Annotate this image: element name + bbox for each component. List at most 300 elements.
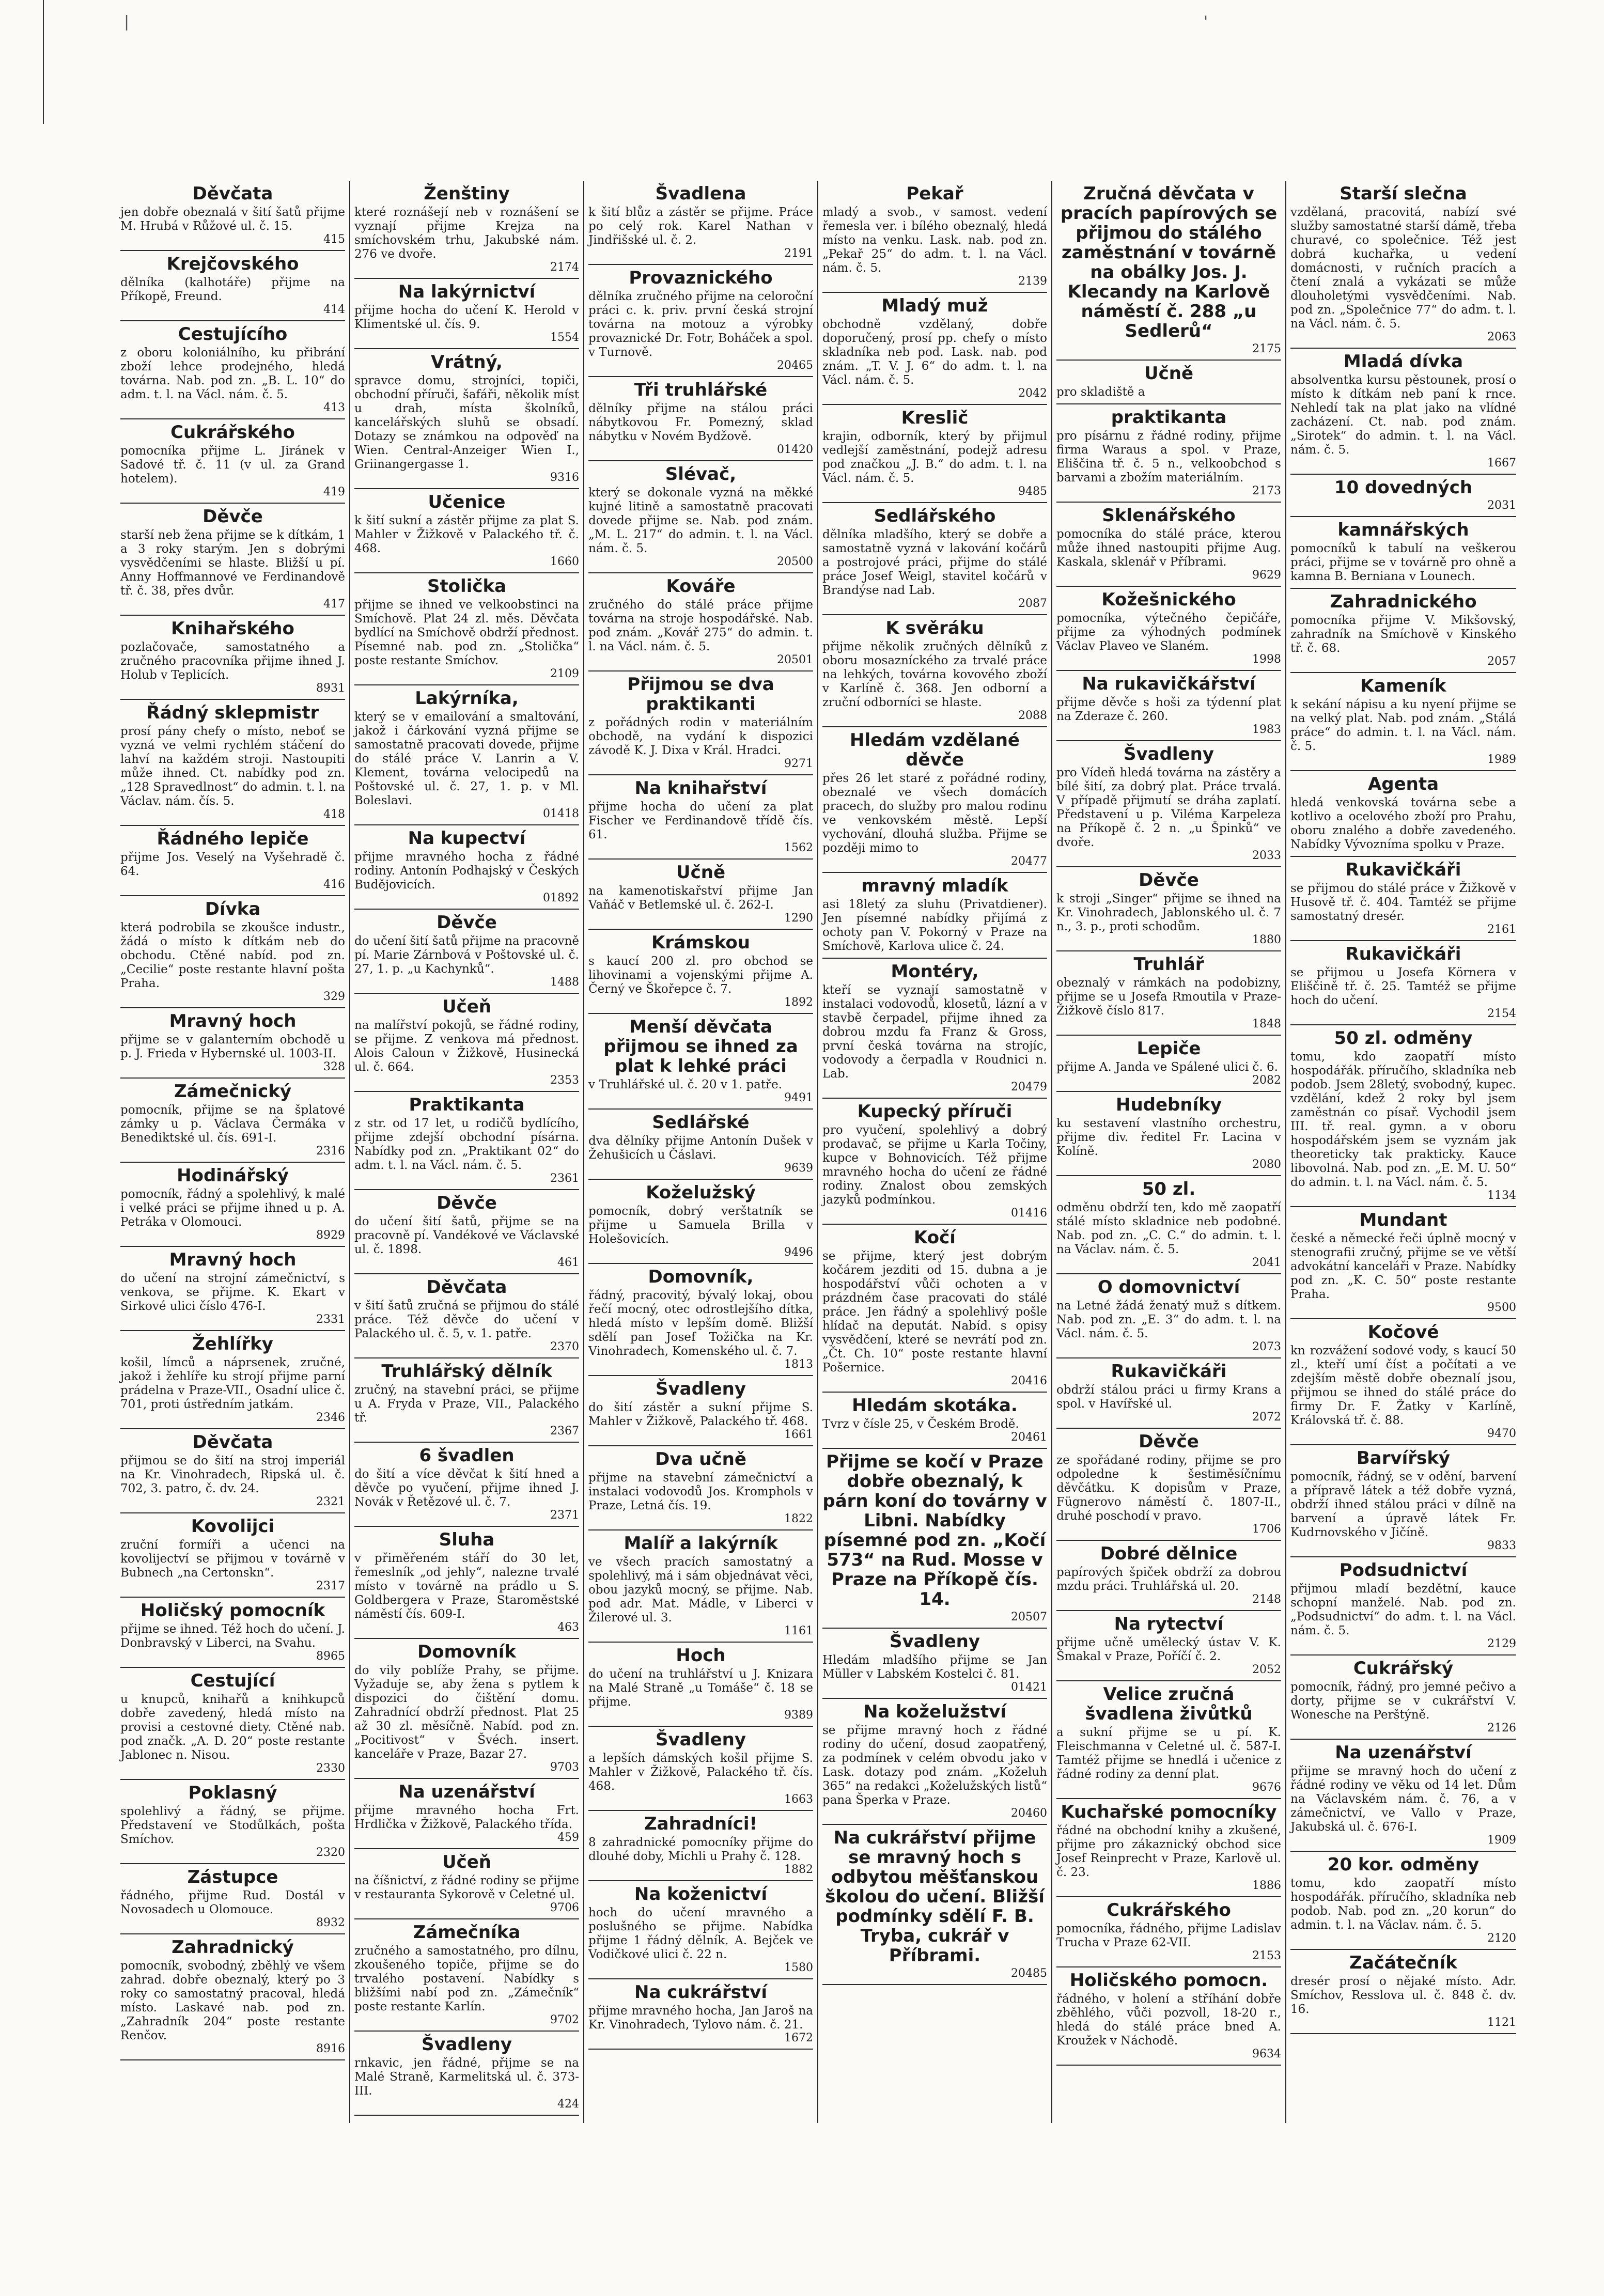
- ad-title: Hledám skotáka.: [852, 1395, 1018, 1416]
- ad-text: do vily poblíže Prahy, se přijme. Vyžaduje se, aby žena s pytlem k dispozici do čištění domu. Zahradnící obdrží přednost. Plat 25 až 30 zl. měsíčně. Nabíd. pod zn. „Pocitivost“ v Švéch. insert. kanceláře v Praze, Bazar 27.: [354, 1664, 579, 1761]
- ad-number: 2330: [316, 1762, 345, 1775]
- ad-title: Učeň: [442, 1852, 492, 1872]
- ad-text: přijme na stavební zámečnictví a instalaci vodovodů Jos. Kromphols v Praze, Letná čís. 19.: [588, 1471, 813, 1512]
- ad-number: 1848: [1252, 1018, 1281, 1030]
- ad-text: přijme se ihned. Též hoch do učení. J. Donbravský v Liberci, na Svahu.: [120, 1622, 345, 1650]
- ad-title: Na koželužství: [863, 1701, 1007, 1722]
- ad-text: obdrží stálou práci u firmy Krans a spol. v Havířské ul.: [1056, 1383, 1281, 1411]
- ad-text: papírových špiček obdrží za dobrou mzdu práci. Truhlářská ul. 20.: [1056, 1566, 1281, 1593]
- classified-ad: [354, 1274, 579, 1358]
- classified-ad: [120, 826, 345, 896]
- ad-text: hledá venkovská továrna sebe a kotlivo a ocelového zboží pro Prahu, oboru znalého a dobře zavedeného. Nabídky Vývozníma spolku v Praze.: [1290, 796, 1516, 851]
- classified-ad: [1056, 1176, 1281, 1274]
- ad-number: 418: [323, 808, 345, 821]
- ad-title: Na rukavičkářství: [1082, 674, 1256, 694]
- ad-number: 419: [323, 486, 345, 498]
- ad-number: 1880: [1252, 933, 1281, 946]
- classified-ad: [354, 825, 579, 910]
- ad-number: 9316: [550, 471, 579, 484]
- ad-text: ku sestavení vlastního orchestru, přijme div. ředitel Fr. Lacina v Kolíně.: [1056, 1117, 1281, 1158]
- ad-number: 1886: [1252, 1879, 1281, 1892]
- ad-number: 2317: [316, 1580, 345, 1592]
- ad-text: zručný, na stavební práci, se přijme u A. Fryda v Praze, VII., Palackého tř.: [354, 1383, 579, 1425]
- classified-ad: [354, 181, 579, 279]
- ad-number: 2361: [550, 1172, 579, 1185]
- ad-title: praktikanta: [1111, 407, 1227, 428]
- ad-text: košil, límců a náprsenek, zručné, jakož i žehlíře ku strojí přijme parní prádelna v Praze-VII., Osadní ulice č. 701, proti ústředním jatkám.: [120, 1356, 345, 1411]
- ad-text: vzdělaná, pracovitá, nabízí své služby samostatné starší dámě, třeba churavé, co společnice. Též jest dobrá kuchařka, u vedení domácnosti, v ručních pracích a čtení znalá a vykázati se může dlouholetými vysvědčeními. Nab. pod zn. „Společnice 77“ do adm. t. l. na Václ. nám. č. 5.: [1290, 206, 1516, 331]
- ad-number: 2320: [316, 1846, 345, 1859]
- classified-ad: [354, 1190, 579, 1274]
- ad-title: Sklenářského: [1102, 505, 1236, 526]
- classified-ad: [354, 1527, 579, 1639]
- classified-ad: [1290, 1025, 1516, 1207]
- ad-title: Kupecký příruči: [857, 1101, 1013, 1122]
- ad-title: Rukavičkáři: [1345, 860, 1461, 880]
- ad-text: přijme hocha do učení K. Herold v Klimentské ul. čís. 9.: [354, 304, 579, 331]
- ad-number: 1672: [784, 2032, 813, 2044]
- ad-number: 1562: [784, 841, 813, 854]
- ad-number: 2080: [1252, 1158, 1281, 1171]
- ad-number: 9271: [784, 757, 813, 770]
- ad-text: pomocníka přijme L. Jiránek v Sadové tř. č. 11 (v ul. za Grand hotelem).: [120, 444, 345, 486]
- ad-text: spolehlivý a řádný, se přijme. Představení ve Stodůlkách, pošta Smíchov.: [120, 1805, 345, 1846]
- ad-text: v Truhlářské ul. č. 20 v 1. patře.: [588, 1078, 783, 1091]
- ad-number: 2087: [1018, 597, 1047, 610]
- ad-text: s kaucí 200 zl. pro obchod se lihovinami a vojenskými přijme A. Černý ve Škořepce č. 7.: [588, 955, 813, 996]
- classified-ad: [588, 1727, 813, 1811]
- ad-number: 8929: [316, 1229, 345, 1242]
- ad-number: 2109: [550, 667, 579, 680]
- ad-number: 9491: [784, 1091, 813, 1104]
- ad-text: odměnu obdrží ten, kdo mě zaopatří stálé místo skladnice neb podobné. Nab. pod zn. „C. C.“ do admin. t. l. na Václav. nám. č. 5.: [1056, 1201, 1281, 1256]
- ad-number: 2353: [550, 1074, 579, 1087]
- ad-text: se přijme, který jest dobrým kočárem jezditi od 15. dubna a je hospodářství vůči ochoten a v prázdném čase pracovati do stálé práce. Jen řádný a spolehlivý pošle hlídač na deputát. Nabíd. s opisy vysvědčení, které se nevrátí pod zn. „Čt. Ch. 10“ poste restante hlavní Pošernice.: [822, 1249, 1047, 1375]
- ad-text: starší neb žena přijme se k dítkám, 1 a 3 roky starým. Jen s dobrými vysvědčeními se hlaste. Bližší u pí. Anny Hoffmannové ve Ferdinandově tř. č. 38, přes dvůr.: [120, 528, 345, 598]
- ad-text: řádného, v holení a stříhání dobře zběhlého, vůči pozvoll, 18-20 r., hledá do stálé práce bned A. Kroužek v Náchodě.: [1056, 1992, 1281, 2048]
- ad-title: Mundant: [1359, 1210, 1447, 1230]
- ad-title: Knihařského: [171, 618, 294, 639]
- ad-number: 1121: [1487, 2016, 1516, 2029]
- ad-number: 2175: [1252, 342, 1281, 355]
- ad-text: přijmou se do šití na stroj imperiál na Kr. Vinohradech, Ripská ul. č. 702, 3. patro, č. dv. 24.: [120, 1454, 345, 1495]
- ad-text: z oboru koloniálního, ku přibrání zboží lehce prodejného, hledá továrna. Nab. pod zn. „B. L. 10“ do adm. t. l. na Václ. nám. č. 5.: [120, 346, 345, 401]
- ad-text: do šití zástěr a sukní přijme S. Mahler v Žižkově, Palackého tř. 468.: [588, 1401, 813, 1428]
- ad-text: kn rozvážení sodové vody, s kaucí 50 zl., kteří umí číst a počítati a ve zdejším městě dobře obeznalí jsou, přijmou se ihned do stálé práce do firmy Dr. F. Žatky v Karlíně, Královská tř. č. 88.: [1290, 1344, 1516, 1427]
- ad-text: absolventka kursu pěstounek, prosí o místo k dítkám neb paní k rnce. Nehledí tak na plat jako na vlídné zacházení. Ct. nab. pod znám. „Sirotek“ do admin. t. l. na Václ. nám. č. 5.: [1290, 373, 1516, 457]
- ad-title: Zámečnický: [174, 1081, 292, 1102]
- ad-text: krajin, odborník, který by přijmul vedlejší zaměstnání, podejž adresu pod značkou „J. B.“ do adm. t. l. na Václ. nám. č. 5.: [822, 430, 1047, 485]
- ad-text: dva dělníky přijme Antonín Dušek v Žehušicích u Čáslavi.: [588, 1134, 813, 1162]
- classified-ad: [588, 1530, 813, 1643]
- ad-title: Kočí: [914, 1227, 956, 1248]
- classified-ad: [588, 1643, 813, 1727]
- classified-ad: [588, 181, 813, 265]
- classified-ad: [1290, 941, 1516, 1025]
- ad-number: 2088: [1018, 709, 1047, 722]
- ad-text: k šití blůz a zástěr se přijme. Práce po celý rok. Karel Nathan v Jindřišské ul. č. 2.: [588, 206, 813, 247]
- classified-ad: [822, 1629, 1047, 1699]
- ad-text: pomocník, řádný, se v odění, barvení a přípravě látek a též dobře vyzná, obdrží ihned stálou práci v dílně na barvení a úpravě látek Fr. Kudrnovského v Jičíně.: [1290, 1470, 1516, 1539]
- ad-title: Krámskou: [651, 932, 750, 953]
- ad-title: Na uzenářství: [1335, 1742, 1472, 1763]
- classified-ad: [822, 405, 1047, 503]
- ad-text: ve všech pracích samostatný a spolehlivý, má i sám objednávat věci, obou jazyků mocný, se přijme. Nab. pod adr. Mat. Mádle, v Liberci v Žilerové ul. 3.: [588, 1555, 813, 1625]
- ad-number: 2367: [550, 1425, 579, 1438]
- ad-number: 1580: [784, 1961, 813, 1974]
- ad-title: Děvče: [437, 1193, 497, 1213]
- ad-number: 2063: [1487, 331, 1516, 343]
- ad-title: Učně: [676, 862, 726, 883]
- ad-text: zručného a samostatného, pro dílnu, zkoušeného topiče, přijme se do trvalého postavení. Nabídky s bližšími nabí pod zn. „Zámečník“ poste restante Karlín.: [354, 1944, 579, 2013]
- ad-number: 2154: [1487, 1007, 1516, 1020]
- ad-title: Učně: [1144, 363, 1194, 384]
- ad-number: 461: [557, 1256, 579, 1269]
- ad-title: Na knihařství: [634, 778, 767, 799]
- ad-text: spravce domu, strojníci, topiči, obchodní příruči, šafáři, několik míst u drah, místa školníků, kancelářských sluhů se obsadí. Dotazy se známkou na odpověď na Wien. Central-Anzeiger Wien I., Griinangergasse 1.: [354, 374, 579, 471]
- ad-title: 10 dovedných: [1334, 477, 1473, 498]
- ad-title: Přijmou se dva praktikanti: [627, 674, 774, 714]
- classified-ad: [354, 910, 579, 994]
- ad-text: přijme hocha do učení za plat Fischer ve Ferdinandově třídě čís. 61.: [588, 800, 813, 841]
- ad-title: Praktikanta: [409, 1095, 525, 1115]
- ad-text: se přijmou do stálé práce v Žižkově v Husově tř. č. 404. Tamtéž se přijme samostatný dresér.: [1290, 882, 1516, 923]
- ad-text: Hledám mladšího přijme se Jan Müller v Labském Kostelci č. 81.: [822, 1653, 1047, 1681]
- classified-ad: [588, 1376, 813, 1446]
- ad-title: Zahradnický: [172, 1937, 294, 1958]
- ad-number: 1663: [784, 1793, 813, 1806]
- ad-text: přijme mravného hocha, Jan Jaroš na Kr. Vinohradech, Tylovo nám. č. 21.: [588, 2004, 813, 2032]
- classified-ad: [1056, 1358, 1281, 1429]
- scan-edge-line: [43, 0, 44, 124]
- ad-text: pomocníka do stálé práce, kterou může ihned nastoupiti přijme Aug. Kaskala, sklenář v Příbrami.: [1056, 527, 1281, 569]
- ad-number: 9676: [1252, 1781, 1281, 1794]
- column-6: [1286, 181, 1520, 2123]
- ad-number: 1134: [1487, 1189, 1516, 1202]
- classified-ad: [1056, 1799, 1281, 1897]
- classified-ad: [120, 419, 345, 504]
- classified-ad: [1290, 1950, 1516, 2034]
- classified-ad: [822, 1699, 1047, 1825]
- classified-ad: [1290, 1655, 1516, 1740]
- ad-text: a lepších dámských košil přijme S. Mahler v Žižkově, Palackého tř. čís. 468.: [588, 1752, 813, 1793]
- ad-title: Hledám vzdělané děvče: [850, 730, 1020, 770]
- ad-number: 9833: [1487, 1539, 1516, 1552]
- ad-number: 2041: [1252, 1256, 1281, 1269]
- classified-ad: [1290, 1557, 1516, 1655]
- ad-text: rnkavic, jen řádné, přijme se na Malé Straně, Karmelitská ul. č. 373-III.: [354, 2056, 579, 2098]
- classified-ad: [1290, 517, 1516, 589]
- classified-ad: [822, 503, 1047, 615]
- classified-ad: [354, 489, 579, 573]
- ad-title: Kuchařské pomocníky: [1061, 1802, 1277, 1822]
- ad-number: 2370: [550, 1340, 579, 1353]
- ad-number: 1706: [1252, 1523, 1281, 1536]
- ad-text: které roznášejí neb v roznášení se vyznají přijme Krejza na smíchovském trhu, Jakubské nám. 276 ve dvoře.: [354, 206, 579, 261]
- ad-text: k stroji „Singer“ přijme se ihned na Kr. Vinohradech, Jablonského ul. č. 7 n., 3. p., proti schodům.: [1056, 892, 1281, 933]
- ad-text: 8 zahradnické pomocníky přijme do dlouhé doby, Michli u Prahy č. 128.: [588, 1836, 813, 1863]
- ad-number: 2173: [1252, 485, 1281, 497]
- ad-title: Na kupectví: [408, 828, 526, 849]
- ad-text: prosí pány chefy o místo, neboť se vyzná ve velmi rychlém stáčení do lahví na každém stroji. Nastoupiti může ihned. Ct. nabídky pod zn. „128 Spravedlnost“ do admin. t. l. na Václav. nám. čís. 5.: [120, 725, 345, 808]
- ad-title: Mladý muž: [881, 295, 988, 316]
- ad-title: Kovolijci: [191, 1516, 275, 1537]
- ad-title: Rukavičkáři: [1345, 944, 1461, 964]
- classified-ad: [120, 1429, 345, 1513]
- ad-number: 1660: [550, 555, 579, 568]
- ad-title: Truhlářský dělník: [381, 1361, 552, 1382]
- ad-number: 328: [323, 1060, 345, 1073]
- classified-ad: [354, 1779, 579, 1849]
- ad-title: Švadleny: [889, 1631, 980, 1652]
- ad-text: do učení na truhlářství u J. Knizara na Malé Straně „u Tomáše“ č. 18 se přijme.: [588, 1667, 813, 1709]
- ad-title: Sedlářského: [874, 506, 996, 526]
- classified-ad: [822, 1225, 1047, 1393]
- classified-ad: [822, 1449, 1047, 1629]
- ad-title: Žehlířky: [192, 1334, 273, 1354]
- ad-title: Tři truhlářské: [634, 380, 768, 400]
- ad-number: 1909: [1487, 1834, 1516, 1847]
- ad-title: Pekař: [906, 183, 963, 204]
- ad-number: 9639: [784, 1162, 813, 1175]
- ad-title: Hoch: [676, 1645, 726, 1666]
- classified-ad: [120, 251, 345, 321]
- classified-ad: [588, 461, 813, 573]
- ad-title: Hodinářský: [177, 1165, 289, 1186]
- ad-text: dělníka (kalhotáře) přijme na Příkopě, Freund.: [120, 276, 345, 303]
- classified-ad: [354, 1092, 579, 1190]
- ad-number: 415: [323, 233, 345, 246]
- ad-text: do učení šití šatů přijme na pracovně pí. Marie Zárnbová v Poštovské ul. č. 27, 1. p. „u Kachynků“.: [354, 934, 579, 976]
- ad-number: 9703: [550, 1761, 579, 1774]
- ad-number: 459: [557, 1831, 579, 1844]
- ad-number: 1488: [550, 976, 579, 989]
- classified-ad: [1290, 1207, 1516, 1319]
- classified-ad: [1056, 1036, 1281, 1092]
- ad-title: Kočové: [1367, 1322, 1439, 1342]
- ad-number: 416: [323, 878, 345, 891]
- ad-number: 9485: [1018, 485, 1047, 498]
- ad-text: přijme A. Janda ve Spálené ulici č. 6.: [1056, 1060, 1278, 1074]
- classified-ad: [822, 1099, 1047, 1225]
- classified-ad: [588, 1180, 813, 1264]
- ad-text: na číšnictví, z řádné rodiny se přijme v restauranta Sykorově v Celetné ul.: [354, 1874, 579, 1901]
- ad-text: pro Vídeň hledá továrna na zástěry a bílé šití, za dobrý plat. Práce trvalá. V případě přijmutí se dráha zaplatí. Představení u p. Viléma Karpeleza na Příkopě č. 2 n. „u Špinků“ ve dvoře.: [1056, 766, 1281, 849]
- ad-number: 1554: [550, 331, 579, 344]
- classified-ad: [120, 1331, 345, 1429]
- ad-text: z pořádných rodin v materiálním obchodě, na vydání k dispozici závodě K. J. Dixa v Král. Hradci.: [588, 716, 813, 757]
- classified-ad: [1290, 1740, 1516, 1852]
- ad-text: a sukní přijme se u pí. K. Fleischmanna v Celetné ul. č. 587-I. Tamtéž přijme se hnedlá i učenice z řádné rodiny za denní plat.: [1056, 1726, 1281, 1781]
- ad-title: Stolička: [427, 576, 507, 597]
- classified-ad: [1290, 589, 1516, 673]
- ad-text: do šití a více děvčat k šití hned a děvče po vyučení, přijme ihned J. Novák v Řetězové ul. č. 7.: [354, 1467, 579, 1509]
- ad-text: která podrobila se zkoušce industr., žádá o místo k dítkám neb do obchodu. Ctěné nabíd. pod zn. „Cecilie“ poste restante hlavní pošta Praha.: [120, 921, 345, 990]
- ad-text: pomocník, svobodný, zběhlý ve všem zahrad. dobře obeznalý, který po 3 roky co samostatný pracoval, hledá místo. Laskavé nab. pod zn. „Zahradník 204“ poste restante Renčov.: [120, 1959, 345, 2042]
- ad-number: 2153: [1252, 1949, 1281, 1962]
- ad-number: 9500: [1487, 1301, 1516, 1314]
- ad-number: 8932: [316, 1916, 345, 1929]
- ad-text: na kamenotiskařství přijme Jan Vaňáč v Betlemské ul. č. 262-I.: [588, 884, 813, 912]
- classified-ad: [120, 1864, 345, 1934]
- ad-title: Děvčata: [192, 1432, 273, 1452]
- classified-ad: [354, 1849, 579, 1919]
- classified-ad: [120, 504, 345, 616]
- classified-ad: [120, 1247, 345, 1331]
- classified-ad: [1056, 867, 1281, 951]
- classified-ad: [354, 994, 579, 1092]
- classified-ad: [1056, 1897, 1281, 1967]
- ad-number: 01416: [1011, 1207, 1047, 1220]
- ad-text: pomocníka, řádného, přijme Ladislav Trucha v Praze 62-VII.: [1056, 1922, 1281, 1949]
- ad-title: Cestujícího: [178, 324, 288, 345]
- ad-title: Začátečník: [1349, 1953, 1457, 1973]
- ad-text: pro písárnu z řádné rodiny, přijme firma Waraus a spol. v Praze, Eliščina tř. č. 5 n., velkoobchod s barvami a zbožím materiálním.: [1056, 429, 1281, 485]
- ad-title: Domovník,: [648, 1267, 754, 1287]
- ad-title: Poklasný: [188, 1783, 277, 1803]
- ad-title: Kreslič: [901, 408, 969, 428]
- ad-title: Vrátný,: [431, 352, 503, 372]
- ad-title: Na cukrářství přijme se mravný hoch s odbytou měšťanskou školou do učení. Bližší podmínky sdělí F. B. Tryba, cukrář v Příbrami.: [825, 1828, 1045, 1966]
- ad-title: Lepiče: [1136, 1038, 1201, 1059]
- ad-title: Dobré dělnice: [1100, 1543, 1238, 1564]
- ad-text: řádné na obchodní knihy a zkušené, přijme pro zákaznický obchod sice Josef Reinprecht v Praze, Karlově ul. č. 23.: [1056, 1824, 1281, 1879]
- ad-number: 1822: [784, 1512, 813, 1525]
- ad-number: 2126: [1487, 1722, 1516, 1735]
- ad-text: řádného, přijme Rud. Dostál v Novosadech u Olomouce.: [120, 1889, 345, 1916]
- classified-ad: [354, 1358, 579, 1443]
- ad-number: 2346: [316, 1411, 345, 1424]
- classified-ad: [1056, 741, 1281, 867]
- classified-ad: [120, 1008, 345, 1079]
- ad-title: Zástupce: [187, 1867, 278, 1887]
- classified-ad: [822, 615, 1047, 727]
- classified-ad: [822, 959, 1047, 1099]
- classified-ad: [588, 377, 813, 461]
- ad-text: dělníka mladšího, který se dobře a samostatně vyzná v lakování kočárů a postrojové práci, přijme do stálé práce Josef Weigl, stavitel kočárů v Brandýse nad Lab.: [822, 528, 1047, 597]
- column-4: [818, 181, 1052, 2123]
- classified-ad: [120, 1598, 345, 1668]
- ad-title: Montéry,: [891, 961, 979, 982]
- ad-number: 1882: [784, 1863, 813, 1876]
- classified-ad: [1056, 1541, 1281, 1611]
- classified-ad: [1056, 181, 1281, 361]
- ad-title: Holičského pomocn.: [1069, 1970, 1268, 1991]
- ad-number: 463: [557, 1621, 579, 1634]
- ad-number: 424: [557, 2098, 579, 2111]
- ad-title: Sedlářské: [652, 1112, 750, 1133]
- classified-ad: [1056, 1274, 1281, 1358]
- ad-text: pomocník, dobrý verštatník se přijme u Samuela Brilla v Holešovicích.: [588, 1205, 813, 1246]
- ad-title: Děvčata: [192, 183, 273, 204]
- ad-text: jen dobře obeznalá v šití šatů přijme M. Hrubá v Růžové ul. č. 15.: [120, 206, 345, 233]
- ad-title: Sluha: [439, 1529, 495, 1550]
- classified-ad: [354, 349, 579, 489]
- ad-title: Ženštiny: [424, 183, 510, 204]
- ad-title: Mladá dívka: [1343, 351, 1463, 372]
- ad-text: k šití sukní a zástěr přijme za plat S. Mahler v Žižkově v Palackého tř. č. 468.: [354, 514, 579, 555]
- ad-number: 2148: [1252, 1593, 1281, 1606]
- ad-number: 1989: [1487, 753, 1516, 766]
- ad-text: dělníka zručného přijme na celoroční práci c. k. priv. první česká strojní továrna na motouz a výrobky provaznické Dr. Fotr, Boháček a spol. v Turnově.: [588, 290, 813, 359]
- ad-title: K svěráku: [885, 618, 984, 638]
- ad-number: 20477: [1011, 855, 1047, 868]
- ad-title: mravný mladík: [861, 876, 1008, 896]
- ad-title: Na koženictví: [634, 1884, 768, 1904]
- ad-title: Domovník: [417, 1642, 516, 1662]
- ad-title: Hudebníky: [1115, 1095, 1222, 1115]
- ad-text: obchodně vzdělaný, dobře doporučený, prosí pp. chefy o místo skladníka neb pod. Lask. nab. pod znám. „T. V. J. 6“ do adm. t. l. na Václ. nám. č. 5.: [822, 318, 1047, 387]
- ad-title: Starší slečna: [1340, 183, 1467, 204]
- ad-title: O domovnictví: [1097, 1277, 1240, 1298]
- ad-number: 2031: [1487, 499, 1516, 512]
- ad-title: Děvče: [1139, 870, 1199, 891]
- classified-ad: [1056, 1611, 1281, 1681]
- ad-title: Kováře: [666, 576, 736, 597]
- ad-title: Cukrářského: [1107, 1900, 1231, 1920]
- classified-ad: [822, 1393, 1047, 1449]
- ad-number: 2057: [1487, 655, 1516, 668]
- ad-number: 01421: [1011, 1681, 1047, 1694]
- ad-title: 50 zl.: [1142, 1179, 1196, 1199]
- ad-title: Dva učně: [655, 1449, 746, 1470]
- ad-title: Koželužský: [646, 1182, 756, 1203]
- classified-ad: [1056, 951, 1281, 1036]
- classified-ad: [822, 873, 1047, 959]
- classified-ad: [354, 685, 579, 825]
- ad-title: Holičský pomocník: [140, 1600, 325, 1621]
- classified-ad: [354, 1443, 579, 1527]
- ad-number: 9629: [1252, 569, 1281, 582]
- margin-mark: ': [1204, 13, 1208, 31]
- ad-title: Učeň: [442, 996, 492, 1017]
- ad-text: do učení šití šatů, přijme se na pracovně pí. Vandékové ve Václavské ul. č. 1898.: [354, 1215, 579, 1256]
- ad-number: 1661: [784, 1428, 813, 1441]
- ad-title: Cukrářský: [1353, 1658, 1454, 1679]
- ad-title: Na rytectví: [1114, 1614, 1224, 1634]
- ad-text: k sekání nápisu a ku nyení přijme se na velký plat. Nab. pod znám. „Stálá práce“ do admin. t. l. na Václ. nám. č. 5.: [1290, 698, 1516, 753]
- ad-text: který se v emailování a smaltování, jakož i čárkování vyzná přijme se samostatně pracovati dovede, přijme do stálé práce V. Lanrin a V. Klement, továrna velocipedů na Poštovské ul. č. 27, 1. p. v Ml. Boleslavi.: [354, 710, 579, 807]
- ad-number: 2161: [1487, 923, 1516, 936]
- ad-text: z str. od 17 let, u rodičů bydlícího, přijme zdejší obchodní písárna. Nabídky pod zn. „Praktikant 02“ do adm. t. l. na Václ. nám. č. 5.: [354, 1117, 579, 1172]
- classified-ad: [120, 1934, 345, 2060]
- ad-text: přijme Jos. Veselý na Vyšehradě č. 64.: [120, 851, 345, 878]
- ad-title: 20 kor. odměny: [1327, 1854, 1480, 1875]
- ad-number: 2191: [784, 247, 813, 260]
- ad-number: 9389: [784, 1709, 813, 1722]
- ad-text: pro skladiště a: [1056, 385, 1145, 399]
- ad-title: Mravný hoch: [169, 1011, 297, 1032]
- ad-text: pro vyučení, spolehlivý a dobrý prodavač, se přijme u Karla Točiny, kupce v Bohnovicích. Též přijme mravného hocha do učení ze řádné rodiny. Znalost obou zemských jazyků podmínkou.: [822, 1123, 1047, 1207]
- ad-title: Děvče: [437, 912, 497, 933]
- ad-title: Agenta: [1367, 774, 1439, 794]
- classified-ad: [822, 293, 1047, 405]
- ad-text: přijme mravného hocha z řádné rodiny. Antonín Podhajský v Českých Budějovicích.: [354, 850, 579, 892]
- ad-title: Lakýrníka,: [415, 688, 519, 709]
- ad-text: pozlačovače, samostatného a zručného pracovníka přijme ihned J. Holub v Teplicích.: [120, 641, 345, 682]
- ad-title: Barvířský: [1356, 1448, 1451, 1469]
- classified-ad: [588, 775, 813, 860]
- ad-title: Na cukrářství: [634, 1982, 767, 2003]
- ad-title: 50 zl. odměny: [1334, 1028, 1473, 1049]
- ad-number: 8931: [316, 682, 345, 695]
- classified-ad: [354, 573, 579, 685]
- classified-ad: [1290, 181, 1516, 349]
- ad-text: zruční formíři a učenci na kovolijectví se přijmou v továrně v Bubnech „na Certonskn“.: [120, 1538, 345, 1580]
- ad-number: 20479: [1011, 1081, 1047, 1094]
- classified-ad: [354, 1639, 579, 1779]
- classified-ad: [1290, 1445, 1516, 1557]
